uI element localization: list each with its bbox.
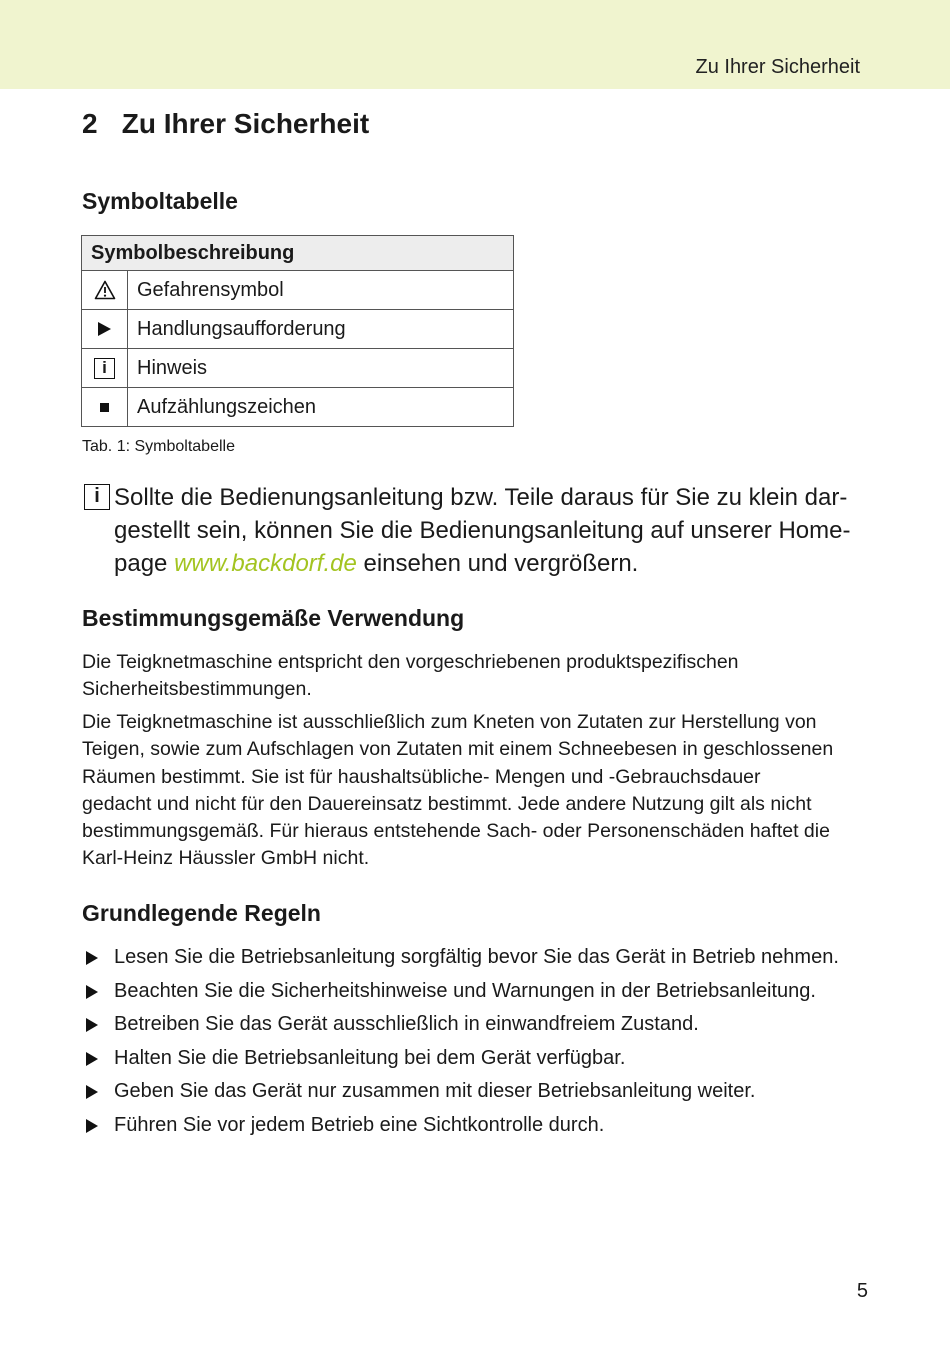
info-box-icon: i (84, 484, 110, 510)
homepage-link[interactable]: www.backdorf.de (174, 550, 357, 577)
symbol-table (81, 235, 514, 427)
play-arrow-icon (98, 322, 111, 336)
symbol-label: Gefahrensymbol (128, 271, 514, 310)
symbol-table-heading: Symboltabelle (82, 188, 238, 214)
paragraph-line: bestimmungsgemäß. Für hieraus entstehende Sach- oder Personenschäden haftet die (82, 820, 830, 843)
table-row (82, 349, 514, 388)
chapter-title (82, 108, 369, 140)
symbol-label: Aufzählungszeichen (128, 388, 514, 427)
page-number: 5 (856, 1280, 868, 1302)
rules-heading: Grundlegende Regeln (82, 900, 321, 926)
note-line: Sollte die Bedienungsanleitung bzw. Teile daraus für Sie zu klein dar- (114, 484, 848, 511)
play-arrow-icon (86, 1018, 98, 1032)
chapter-number: 2 (82, 108, 98, 139)
paragraph-line: Räumen bestimmt. Sie ist für haushaltsübliche- Mengen und -Gebrauchsdauer (82, 765, 761, 788)
play-arrow-icon (86, 951, 98, 965)
usage-heading: Bestimmungsgemäße Verwendung (82, 605, 465, 631)
bullet-square-icon (100, 403, 109, 412)
list-item-text: Betreiben Sie das Gerät ausschließlich in einwandfreiem Zustand. (114, 1013, 699, 1036)
table-row (82, 388, 514, 427)
paragraph-line: gedacht und nicht für den Dauereinsatz bestimmt. Jede andere Nutzung gilt als nicht (82, 792, 812, 815)
paragraph-line: Teigen, sowie zum Aufschlagen von Zutaten mit einem Schneebesen in geschlossenen (82, 738, 834, 761)
symbol-label: Handlungsaufforderung (128, 310, 514, 349)
list-item (86, 1042, 839, 1076)
list-item (86, 1109, 839, 1143)
list-item (86, 941, 839, 975)
list-item (86, 1008, 839, 1042)
list-item-text: Führen Sie vor jedem Betrieb eine Sichtkontrolle durch. (114, 1113, 605, 1136)
play-arrow-icon (86, 1119, 98, 1133)
warning-triangle-icon (94, 280, 116, 300)
info-box-icon: i (94, 358, 115, 379)
list-item (86, 1075, 839, 1109)
paragraph-line: Karl-Heinz Häussler GmbH nicht. (82, 847, 370, 870)
symbol-cell (82, 388, 128, 427)
play-arrow-icon (86, 1052, 98, 1066)
usage-paragraph-2 (82, 709, 882, 873)
symbol-cell (82, 310, 128, 349)
paragraph-line: Die Teigknetmaschine ist ausschließlich zum Kneten von Zutaten zur Herstellung von (82, 711, 817, 733)
symbol-label: Hinweis (128, 349, 514, 388)
running-header-title: Zu Ihrer Sicherheit (695, 56, 860, 78)
symbol-table-header: Symbolbeschreibung (82, 236, 514, 271)
list-item-text: Halten Sie die Betriebsanleitung bei dem Gerät verfügbar. (114, 1046, 626, 1069)
note-line (114, 547, 872, 580)
info-note (82, 481, 872, 580)
table-row (82, 310, 514, 349)
list-item-text: Geben Sie das Gerät nur zusammen mit dieser Betriebsanleitung weiter. (114, 1080, 756, 1103)
symbol-cell (82, 271, 128, 310)
rules-list (86, 941, 839, 1143)
usage-paragraph-1 (82, 649, 882, 704)
list-item-text: Beachten Sie die Sicherheitshinweise und Warnungen in der Betriebsanleitung. (114, 979, 816, 1002)
table-caption: Tab. 1: Symboltabelle (82, 438, 235, 455)
paragraph-line: Sicherheitsbestimmungen. (82, 678, 312, 701)
symbol-cell (82, 349, 128, 388)
play-arrow-icon (86, 1085, 98, 1099)
list-item (86, 975, 839, 1009)
table-row (82, 271, 514, 310)
play-arrow-icon (86, 985, 98, 999)
note-text: einsehen und vergrößern. (356, 550, 639, 577)
list-item-text: Lesen Sie die Betriebsanleitung sorgfältig bevor Sie das Gerät in Betrieb nehmen. (114, 946, 839, 968)
chapter-title-text: Zu Ihrer Sicherheit (121, 108, 370, 139)
note-text: page (114, 550, 175, 577)
paragraph-line: Die Teigknetmaschine entspricht den vorgeschriebenen produktspezifischen (82, 651, 739, 673)
note-line: gestellt sein, können Sie die Bedienungsanleitung auf unserer Home- (114, 517, 851, 544)
